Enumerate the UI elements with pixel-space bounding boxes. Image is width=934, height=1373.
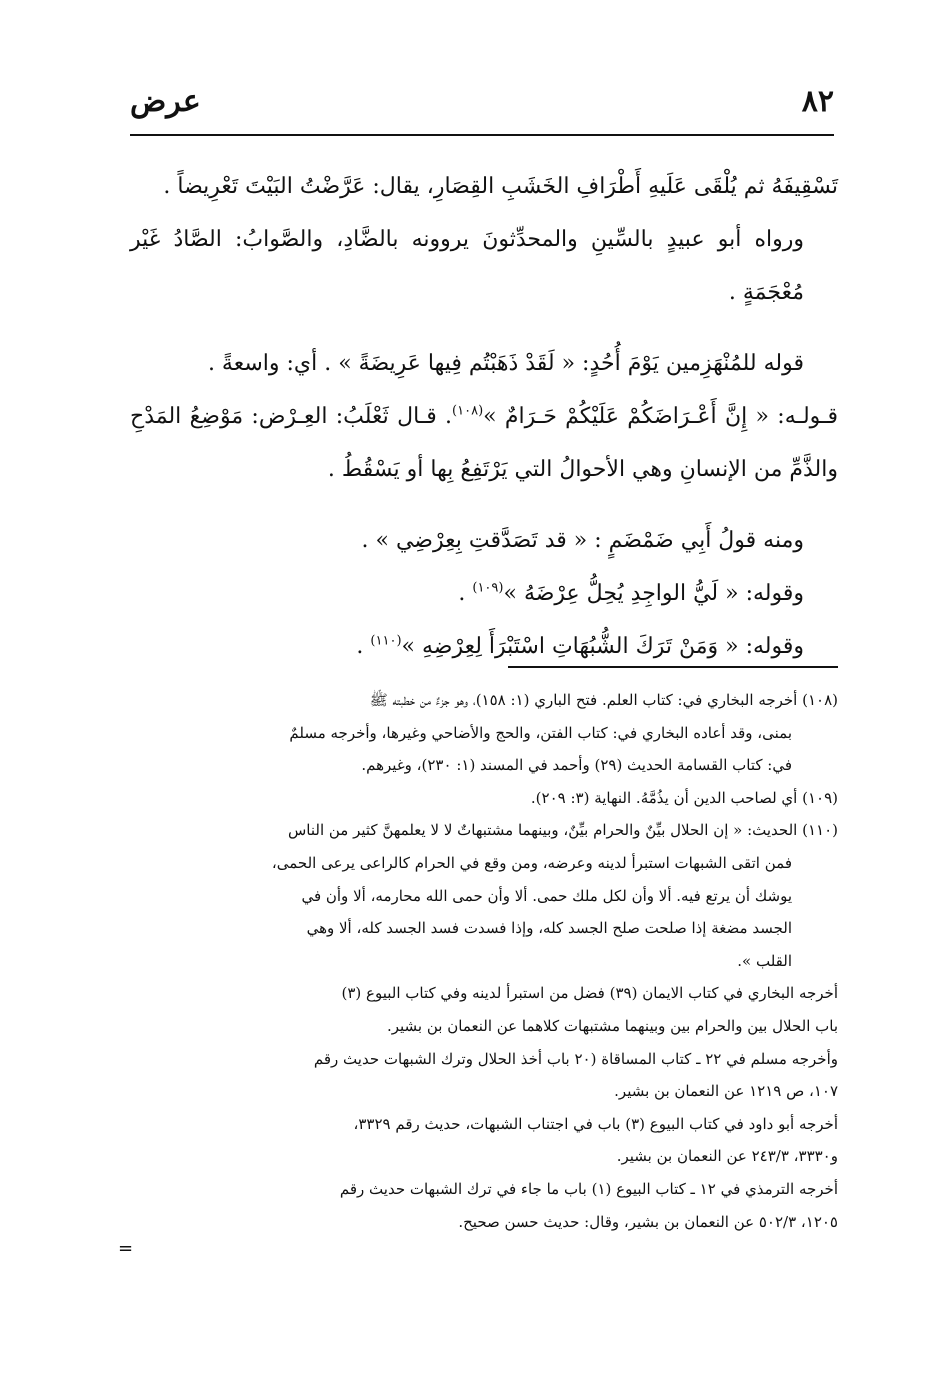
footnote-108-line-1: (١٠٨) أخرجه البخاري في: كتاب العلم. فتح الباري (١: ١٥٨)، وهو جزءٌ من خطبته ﷺ bbox=[369, 691, 838, 709]
page-number: ٨٢ bbox=[801, 84, 834, 119]
footnote-109: (١٠٩) أي لصاحب الدين أن يذُمَّهُ. النهاية (٣: ٢٠٩). bbox=[530, 788, 838, 807]
paragraph-3: قوله للمُنْهَزِمين يَوْمَ أُحُدٍ: « لَقَدْ ذَهَبْتُم فِيها عَرِيضَةً » . أي: واسعةً . bbox=[207, 351, 804, 376]
paragraph-2: ورواه أبو عبيدٍ بالسِّينِ والمحدِّثونَ يروونه بالضَّادِ، والصَّوابُ: الصَّادُ غَيْر مُعْجَمَةٍ . bbox=[130, 227, 804, 305]
main-text bbox=[130, 160, 838, 673]
paragraph-7-end: . bbox=[356, 634, 371, 659]
footnote-108-line-3: في: كتاب القسامة الحديث (٢٩) وأحمد في المسند (١: ٢٣٠)، وغيرهم. bbox=[361, 756, 792, 775]
paragraph-6-text: وقوله: « لَيُّ الواجِدِ يُحِلُّ عِرْضَهُ » bbox=[503, 581, 804, 606]
footnote-110-line-3: يوشك أن يرتع فيه. ألا وأن لكل ملك حمى. ألا وأن حمى الله محارمه، ألا وأن في bbox=[301, 886, 792, 905]
footnote-110-line-2: فمن اتقى الشبهات استبرأ لدينه وعرضه، ومن وقع في الحرام كالراعى يرعى الحمى، bbox=[271, 853, 792, 872]
footnote-ref-110: (١١٠) bbox=[370, 633, 402, 649]
footnote-110-line-7: باب الحلال بين والحرام بين وبينهما مشتبهات كلاهما عن النعمان بن بشير. bbox=[386, 1016, 838, 1035]
paragraph-4-rest: . قـال ثَعْلَبُ: العِـرْض: مَوْضِعُ المَدْحِ والذَّمِّ من الإنسانِ وهي الأحوالُ التي يَرْتَفِعُ بِها أو يَسْقُطُ . bbox=[130, 404, 838, 482]
footnote-110-line-13: ١٢٠٥، ٥٠٢/٣ عن النعمان بن بشير، وقال: حديث حسن صحيح. bbox=[458, 1212, 838, 1231]
paragraph-4-text: قـولـه: « إِنَّ أَعْـرَاضَكُمْ عَلَيْكُمْ حَـرَامٌ » bbox=[483, 404, 838, 429]
footnote-110-line-9: ١٠٧، ص ١٢١٩ عن النعمان بن بشير. bbox=[614, 1082, 838, 1101]
footnote-110-line-4: الجسد مضغة إذا صلحت صلح الجسد كله، وإذا فسدت فسد الجسد كله، ألا وهي bbox=[306, 919, 792, 938]
continuation-mark: = bbox=[118, 1238, 134, 1259]
paragraph-7-text: وقوله: « وَمَنْ تَرَكَ الشُّبُهَاتِ اسْتَبْرَأَ لِعِرْضِهِ » bbox=[401, 634, 804, 659]
paragraph-6 bbox=[130, 567, 838, 620]
footnote-110-line-8: وأخرجه مسلم في ٢٢ ـ كتاب المساقاة (٢٠ باب أخذ الحلال وترك الشبهات حديث رقم bbox=[313, 1049, 838, 1068]
page-header bbox=[130, 78, 834, 136]
footnote-110-line-11: و٣٣٣٠، ٢٤٣/٣ عن النعمان بن بشير. bbox=[616, 1147, 838, 1166]
paragraph-4 bbox=[130, 390, 838, 496]
running-head: عرض bbox=[130, 84, 201, 119]
paragraph-5: ومنه قولُ أَبِي ضَمْضَمٍ : « قد تَصَدَّقتِ بِعِرْضِي » . bbox=[361, 528, 804, 553]
footnote-110-line-10: أخرجه أبو داود في كتاب البيوع (٣) باب في اجتناب الشبهات، حديث رقم ٣٣٢٩، bbox=[353, 1114, 838, 1133]
footnote-110-line-1: (١١٠) الحديث: « إن الحلال بيِّنٌ والحرام بيِّنٌ، وبينهما مشتبهاتٌ لا لا يعلمهنَّ كثير من الناس bbox=[287, 821, 838, 840]
footnote-110-line-5: القلب ». bbox=[737, 951, 792, 970]
paragraph-1: تَسْقِيفَهُ ثم يُلْقَى عَلَيهِ أَطْرَافِ الخَشَبِ القِصَارِ، يقال: عَرَّضْتُ البَيْتَ تَعْرِيضاً . bbox=[163, 174, 838, 199]
paragraph-6-end: . bbox=[458, 581, 473, 606]
footnote-ref-109: (١٠٩) bbox=[472, 580, 504, 596]
footnote-108-line-2: بمنى، وقد أعاده البخاري في: كتاب الفتن، والحج والأضاحي وغيرها، وأخرجه مسلمٌ bbox=[289, 723, 792, 742]
footnote-110-line-12: أخرجه الترمذي في ١٢ ـ كتاب البيوع (١) باب ما جاء في ترك الشبهات حديث رقم bbox=[339, 1179, 838, 1198]
footnote-110-line-6: أخرجه البخاري في كتاب الايمان (٣٩) فضل من استبرأ لدينه وفي كتاب البيوع (٣) bbox=[341, 984, 838, 1003]
footnote-divider bbox=[508, 666, 838, 668]
footnote-ref-108: (١٠٨) bbox=[452, 403, 484, 419]
footnotes bbox=[130, 684, 838, 1238]
